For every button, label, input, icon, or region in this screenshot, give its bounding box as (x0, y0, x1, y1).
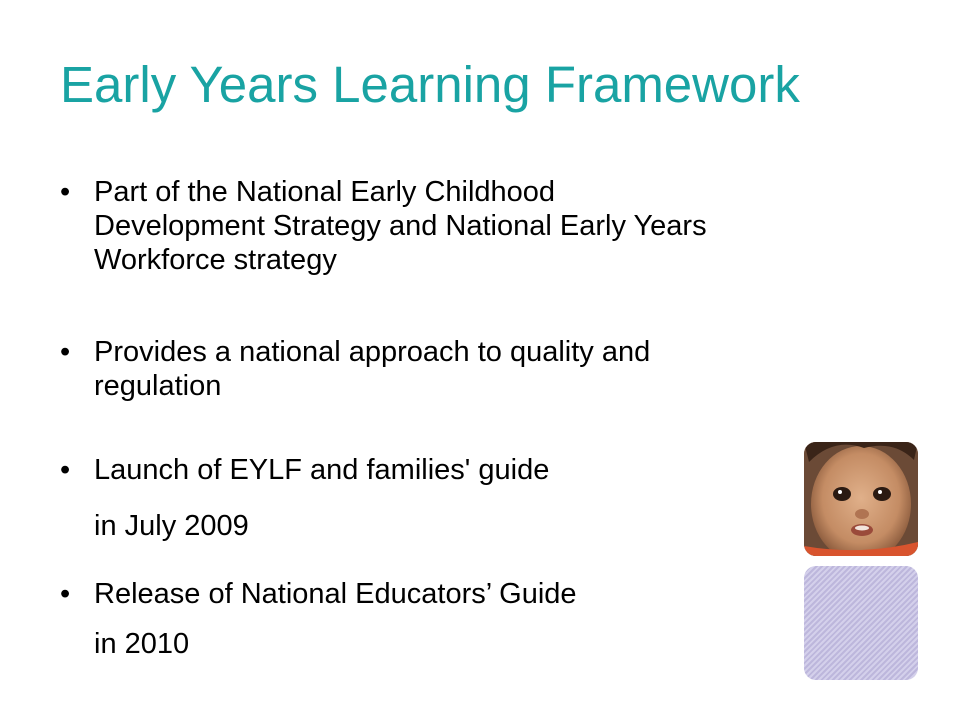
bullet-dot: • (60, 336, 71, 368)
bullet-item (60, 175, 900, 277)
slide-title: Early Years Learning Framework (60, 56, 800, 113)
bullet-line: regulation (94, 370, 222, 402)
bullet-continuation: in 2010 (94, 628, 190, 660)
bullet-item (60, 335, 900, 403)
bullet-dot: • (60, 176, 71, 208)
bullet-line: Provides a national approach to quality and (94, 336, 651, 368)
bullet-item (60, 453, 900, 487)
bullet-line: Development Strategy and National Early Years (94, 210, 707, 242)
patterned-tile (804, 566, 918, 680)
baby-face-icon (804, 442, 918, 556)
bullet-dot: • (60, 578, 71, 610)
bullet-line: Launch of EYLF and families' guide (94, 454, 550, 486)
baby-face-photo (804, 442, 918, 556)
bullet-line: Workforce strategy (94, 244, 337, 276)
bullet-line: Release of National Educators’ Guide (94, 578, 577, 610)
bullet-dot: • (60, 454, 71, 486)
bullet-line: Part of the National Early Childhood (94, 176, 556, 208)
bullet-item (60, 577, 900, 611)
bullet-continuation: in July 2009 (94, 510, 249, 542)
